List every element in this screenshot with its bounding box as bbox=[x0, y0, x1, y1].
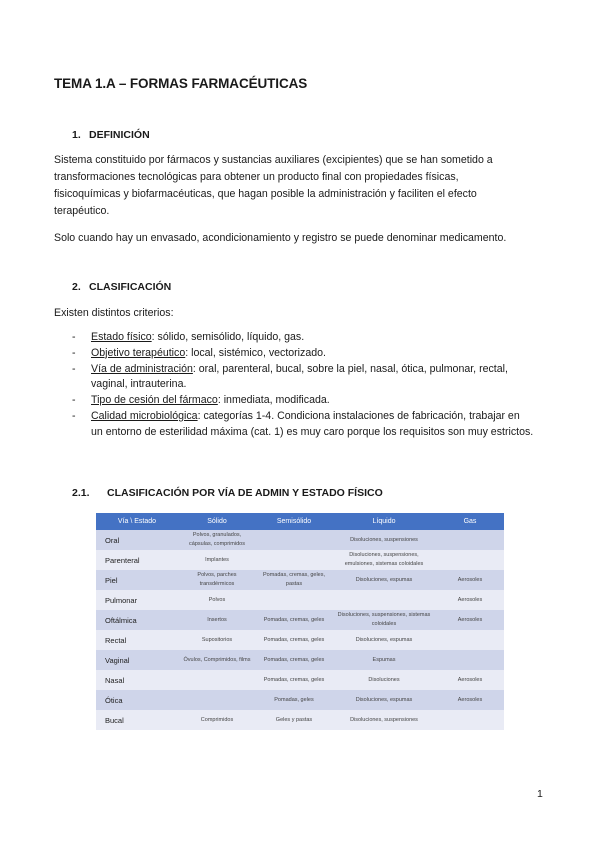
table-cell: Polvos, parches transdérmicos bbox=[178, 570, 256, 590]
table-row bbox=[96, 550, 504, 570]
definition-paragraph: Sistema constituido por fármacos y sustancias auxiliares (excipientes) que se han sometido a transformaciones tecnológicas para obtener un producto final con propiedades físicas, fisicoquímicas y biofarmacéuticas, que hagan posible la administración y faciliten el efecto terapéutico. bbox=[54, 154, 493, 217]
criteria-intro: Existen distintos criterios: bbox=[54, 307, 174, 319]
table-row bbox=[96, 610, 504, 630]
table-cell: Disoluciones, espumas bbox=[332, 570, 436, 590]
list-item: - Vía de administración: oral, parenteral, bucal, sobre la piel, nasal, ótica, pulmonar, rectal, vaginal, intrauterina. bbox=[72, 362, 508, 391]
table-cell bbox=[178, 670, 256, 690]
table-cell bbox=[436, 550, 504, 570]
table-cell: Disoluciones, espumas bbox=[332, 630, 436, 650]
row-header: Pulmonar bbox=[96, 590, 178, 610]
row-header: Parenteral bbox=[96, 550, 178, 570]
criterion-desc: : categorías 1-4. Condiciona instalaciones de fabricación, trabajar en un entorno de esterilidad máxima (cat. 1) es muy caro porque los requisitos son muy estrictos. bbox=[91, 409, 534, 438]
table-cell bbox=[436, 710, 504, 730]
table-cell: Aerosoles bbox=[436, 690, 504, 710]
table-cell: Pomadas, cremas, geles bbox=[256, 610, 332, 630]
row-header: Piel bbox=[96, 570, 178, 590]
criterion-desc: : sólido, semisólido, líquido, gas. bbox=[151, 331, 305, 343]
table-cell bbox=[436, 530, 504, 550]
table-cell: Pomadas, cremas, geles bbox=[256, 670, 332, 690]
row-header: Nasal bbox=[96, 670, 178, 690]
table-cell: Disoluciones, suspensiones, sistemas coloidales bbox=[332, 610, 436, 630]
page-title: TEMA 1.A – FORMAS FARMACÉUTICAS bbox=[54, 76, 308, 91]
criterion-term: Objetivo terapéutico bbox=[91, 346, 186, 359]
column-header: Vía \ Estado bbox=[96, 513, 178, 530]
subsection-number: 2.1. bbox=[72, 487, 90, 499]
table-cell: Aerosoles bbox=[436, 610, 504, 630]
section-number: 1. bbox=[72, 129, 81, 141]
criterion-term: Vía de administración bbox=[91, 362, 193, 375]
page-number: 1 bbox=[537, 788, 543, 800]
table-cell bbox=[332, 590, 436, 610]
table-row bbox=[96, 710, 504, 730]
table-cell bbox=[256, 550, 332, 570]
list-item: - Objetivo terapéutico: local, sistémico, vectorizado. bbox=[72, 346, 326, 359]
criteria-list bbox=[54, 330, 534, 441]
row-header: Ótica bbox=[96, 690, 178, 710]
table-cell: Disoluciones, suspensiones bbox=[332, 710, 436, 730]
table-cell: Polvos bbox=[178, 590, 256, 610]
table-row bbox=[96, 670, 504, 690]
table-cell: Comprimidos bbox=[178, 710, 256, 730]
table-cell: Aerosoles bbox=[436, 670, 504, 690]
table-cell: Espumas bbox=[332, 650, 436, 670]
table-cell: Supositorios bbox=[178, 630, 256, 650]
criterion-term: Estado físico bbox=[91, 331, 152, 343]
table-cell bbox=[436, 630, 504, 650]
table-cell bbox=[256, 590, 332, 610]
table-cell bbox=[178, 690, 256, 710]
table-cell: Disoluciones, suspensiones, emulsiones, sistemas coloidales bbox=[332, 550, 436, 570]
table-row bbox=[96, 530, 504, 550]
table-row bbox=[96, 630, 504, 650]
table-header-row bbox=[96, 513, 504, 530]
criterion-desc: : inmediata, modificada. bbox=[217, 394, 330, 407]
subsection-title: CLASIFICACIÓN POR VÍA DE ADMIN Y ESTADO FÍSICO bbox=[107, 487, 383, 499]
section-number: 2. bbox=[72, 281, 81, 293]
list-item: - Tipo de cesión del fármaco: inmediata, modificada. bbox=[72, 394, 330, 407]
table-cell: Disoluciones bbox=[332, 670, 436, 690]
table-cell: Disoluciones, suspensiones bbox=[332, 530, 436, 550]
table-row bbox=[96, 650, 504, 670]
medicamento-paragraph: Solo cuando hay un envasado, acondicionamiento y registro se puede denominar medicamento. bbox=[54, 232, 507, 244]
criterion-desc: : oral, parenteral, bucal, sobre la piel, nasal, ótica, pulmonar, rectal, vaginal, intrauterina. bbox=[91, 362, 508, 391]
row-header: Vaginal bbox=[96, 650, 178, 670]
table-cell: Polvos, granulados, cápsulas, comprimidos bbox=[178, 530, 256, 550]
list-item: - Estado físico: sólido, semisólido, líquido, gas. bbox=[72, 331, 305, 343]
table-cell: Pomadas, geles bbox=[256, 690, 332, 710]
row-header: Oftálmica bbox=[96, 610, 178, 630]
row-header: Oral bbox=[96, 530, 178, 550]
column-header: Gas bbox=[436, 513, 504, 530]
table-cell: Pomadas, cremas, geles, pastas bbox=[256, 570, 332, 590]
row-header: Bucal bbox=[96, 710, 178, 730]
table-cell: Insertos bbox=[178, 610, 256, 630]
table-cell: Geles y pastas bbox=[256, 710, 332, 730]
table-cell: Aerosoles bbox=[436, 570, 504, 590]
section-title: DEFINICIÓN bbox=[89, 129, 150, 141]
table-cell: Aerosoles bbox=[436, 590, 504, 610]
table-row bbox=[96, 590, 504, 610]
table-row bbox=[96, 690, 504, 710]
column-header: Sólido bbox=[178, 513, 256, 530]
table-cell: Implantes bbox=[178, 550, 256, 570]
criterion-term: Tipo de cesión del fármaco bbox=[91, 394, 218, 407]
table-cell: Óvulos, Comprimidos, films bbox=[178, 650, 256, 670]
table-cell: Pomadas, cremas, geles bbox=[256, 630, 332, 650]
table-row bbox=[96, 570, 504, 590]
table-cell: Pomadas, cremas, geles bbox=[256, 650, 332, 670]
column-header: Semisólido bbox=[256, 513, 332, 530]
section-title: CLASIFICACIÓN bbox=[89, 281, 172, 293]
classification-table bbox=[96, 513, 504, 730]
criterion-term: Calidad microbiológica bbox=[91, 409, 198, 422]
table-cell bbox=[436, 650, 504, 670]
row-header: Rectal bbox=[96, 630, 178, 650]
table-cell bbox=[256, 530, 332, 550]
column-header: Líquido bbox=[332, 513, 436, 530]
list-item: - Calidad microbiológica: categorías 1-4. Condiciona instalaciones de fabricación, trabajar en un entorno de esterilidad máxima (cat. 1) es muy caro porque los requisitos son muy estrictos. bbox=[72, 409, 534, 438]
criterion-desc: : local, sistémico, vectorizado. bbox=[185, 346, 326, 359]
table-cell: Disoluciones, espumas bbox=[332, 690, 436, 710]
